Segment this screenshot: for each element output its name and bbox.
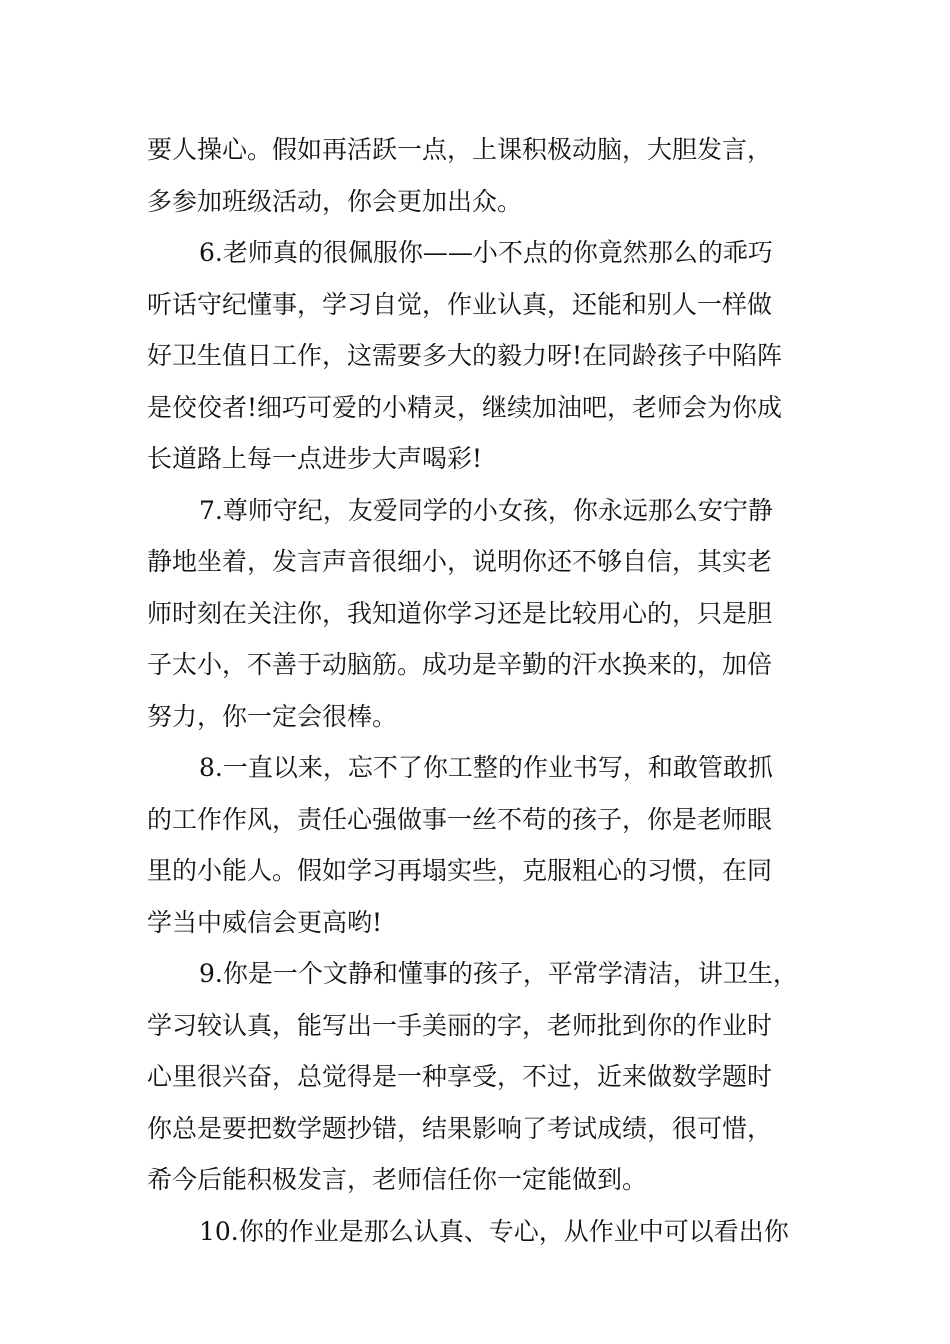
text-line: 学习较认真，能写出一手美丽的字，老师批到你的作业时 xyxy=(147,1010,773,1040)
text-line: 学当中威信会更高哟! xyxy=(147,907,383,937)
text-line: 努力，你一定会很棒。 xyxy=(147,701,398,731)
text-line: 长道路上每一点进步大声喝彩! xyxy=(147,444,483,473)
text-line: 静地坐着，发言声音很细小，说明你还不够自信，其实老 xyxy=(147,547,773,576)
text-line: 师时刻在关注你，我知道你学习还是比较用心的，只是胆 xyxy=(147,598,773,628)
text-line: 9.你是一个文静和懂事的孩子，平常学清洁，讲卫生， xyxy=(199,959,798,988)
text-line: 听话守纪懂事，学习自觉，作业认真，还能和别人一样做 xyxy=(147,289,773,319)
text-line: 心里很兴奋，总觉得是一种享受，不过，近来做数学题时 xyxy=(147,1062,773,1091)
text-line: 的工作作风，责任心强做事一丝不苟的孩子，你是老师眼 xyxy=(147,804,773,834)
text-line: 是佼佼者!细巧可爱的小精灵，继续加油吧，老师会为你成 xyxy=(147,392,783,422)
body-text xyxy=(147,124,807,1257)
text-line: 你总是要把数学题抄错，结果影响了考试成绩，很可惜， xyxy=(147,1113,773,1143)
text-line: 要人操心。假如再活跃一点，上课积极动脑，大胆发言， xyxy=(147,135,773,164)
text-line: 10.你的作业是那么认真、专心，从作业中可以看出你 xyxy=(199,1216,789,1246)
text-line: 子太小，不善于动脑筋。成功是辛勤的汗水换来的，加倍 xyxy=(147,650,773,679)
text-line: 8.一直以来，忘不了你工整的作业书写，和敢管敢抓 xyxy=(199,753,773,782)
text-line: 好卫生值日工作，这需要多大的毅力呀!在同龄孩子中陷阵 xyxy=(147,341,783,370)
text-line: 7.尊师守纪，友爱同学的小女孩，你永远那么安宁静 xyxy=(199,495,773,525)
text-line: 多参加班级活动，你会更加出众。 xyxy=(147,186,523,216)
text-line: 希今后能积极发言，老师信任你一定能做到。 xyxy=(147,1165,648,1194)
text-line: 6.老师真的很佩服你——小不点的你竟然那么的乖巧 xyxy=(199,238,773,267)
text-line: 里的小能人。假如学习再塌实些，克服粗心的习惯，在同 xyxy=(147,856,773,885)
